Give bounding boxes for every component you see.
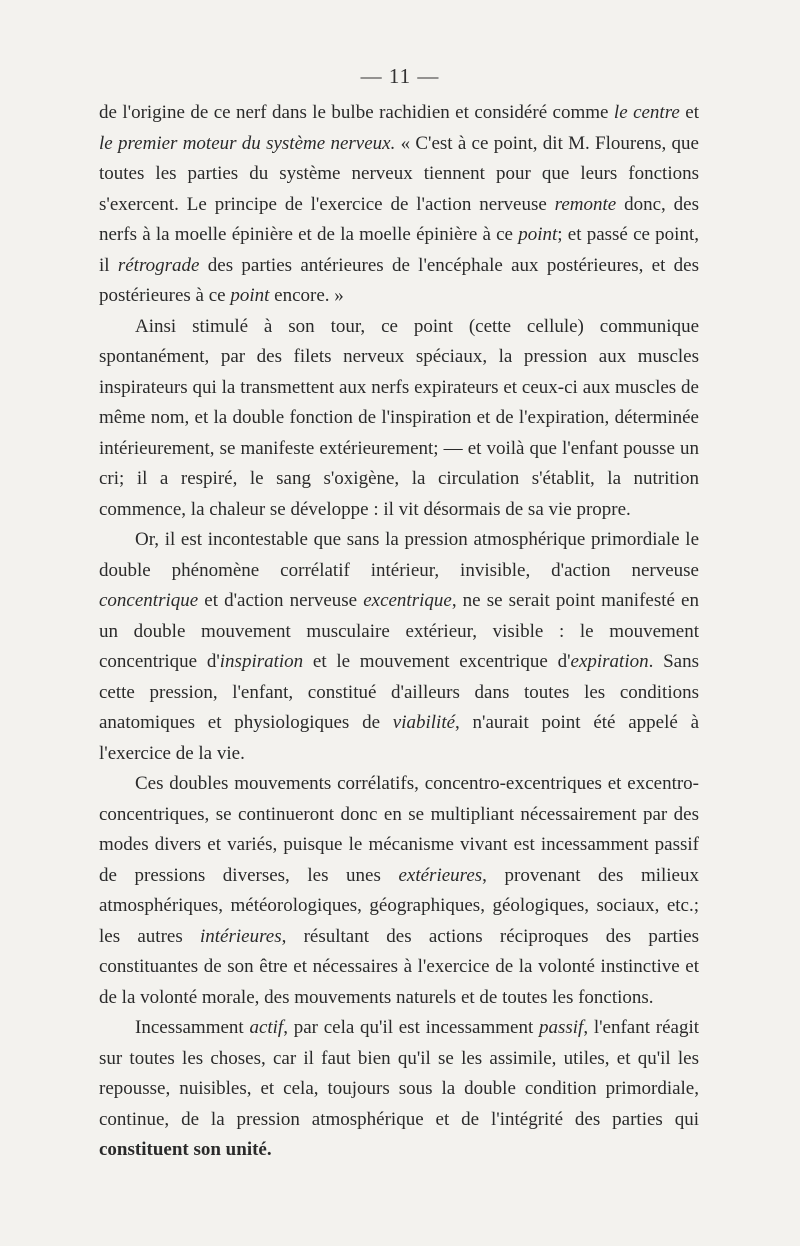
italic-term: passif — [538, 1017, 584, 1038]
text-run: constituent son unité. — [99, 1139, 272, 1160]
text-run: , l'enfant réagit sur toutes les choses, car il faut bien qu'il se les assimile, utiles, et qu'il les repousse, nuisibles, et cela, toujours sous la double condition primordiale, continue, de la pression atmosphérique et de l'intégrité des parties qui — [99, 1017, 700, 1130]
italic-term: expiration — [570, 651, 649, 672]
text-run: Ces doubles mouvements corrélatifs, concentro-excentriques et excentro-concentriques, se continueront donc en se multipliant nécessairement par des modes divers et variés, puisque le mécanisme vivant est incessamment passif de pressions diverses, les unes — [99, 773, 699, 886]
text-run: Incessamment — [135, 1017, 250, 1038]
paragraph — [99, 1013, 699, 1166]
italic-term: concentrique — [99, 590, 199, 611]
text-run: donc, des nerfs à la moelle épinière et de la moelle épinière à ce — [99, 193, 699, 245]
italic-term: le centre — [613, 102, 680, 123]
paragraph — [99, 525, 699, 769]
italic-term: rétrograde — [117, 254, 200, 276]
italic-term: viabilité — [392, 712, 456, 733]
italic-term: inspiration — [219, 651, 304, 672]
text-run: encore. » — [269, 285, 344, 306]
text-run: , résultant des actions réciproques des parties constituantes de son être et nécessaires à l'exercice de la volonté instinctive et de la volonté morale, des mouvements naturels et de toutes les fonctions. — [99, 925, 699, 1008]
text-run: et d'action nerveuse — [198, 590, 364, 611]
paragraph — [99, 98, 699, 312]
text-run: , provenant des milieux atmosphériques, météorologiques, géographiques, géologiques, sociaux, etc.; les autres — [99, 864, 699, 947]
text-run: ; et passé ce point, il — [99, 224, 699, 276]
italic-term: intérieures — [199, 925, 282, 947]
italic-term: excentrique — [363, 590, 452, 611]
italic-term: remonte — [554, 193, 617, 215]
text-run: et — [679, 102, 699, 123]
italic-term: point — [518, 224, 558, 245]
text-run: Ainsi stimulé à son tour, ce point (cette cellule) communique spontanément, par des filets nerveux spéciaux, la pression aux muscles inspirateurs qui la transmettent aux nerfs expirateurs et ceux-ci aux muscles de même nom, et la double fonction de l'inspiration et de l'expiration, déterminée intérieurement, se manifeste extérieurement; — et voilà que l'enfant pousse un cri; il a respiré, le sang s'oxigène, la circulation s'établit, la nutrition commence, la chaleur se développe : il vit désormais de sa vie propre. — [99, 315, 699, 520]
text-run: de l'origine de ce nerf dans le bulbe rachidien et considéré comme — [99, 102, 614, 123]
text-run: « C'est à ce point, dit M. Flourens, que toutes les parties du système nerveux tiennent pour que leurs fonctions s'exercent. Le principe de l'exercice de l'action nerveuse — [99, 132, 699, 215]
page-number: — 11 — — [360, 64, 440, 88]
paragraph — [99, 312, 699, 526]
text-run: , ne se serait point manifesté en un double mouvement musculaire extérieur, visible : le mouvement concentrique d' — [99, 590, 699, 672]
italic-term: extérieures — [398, 864, 483, 886]
italic-term: actif — [249, 1017, 284, 1038]
body-text — [99, 98, 699, 1166]
paragraph — [99, 769, 699, 1013]
text-run: Or, il est incontestable que sans la pression atmosphérique primordiale le double phénomène corrélatif intérieur, invisible, d'action nerveuse — [99, 529, 699, 581]
text-run: . Sans cette pression, l'enfant, constitué d'ailleurs dans toutes les conditions anatomiques et physiologiques de — [99, 651, 699, 733]
italic-term: le premier moteur du système nerveux. — [99, 132, 396, 154]
text-run: et le mouvement excentrique d' — [303, 651, 571, 672]
text-run: , par cela qu'il est incessamment — [283, 1017, 539, 1038]
text-run: , n'aurait point été appelé à l'exercice de la vie. — [99, 712, 699, 764]
text-run: des parties antérieures de l'encéphale aux postérieures, et des postérieures à ce — [99, 254, 699, 306]
italic-term: point — [230, 285, 270, 306]
